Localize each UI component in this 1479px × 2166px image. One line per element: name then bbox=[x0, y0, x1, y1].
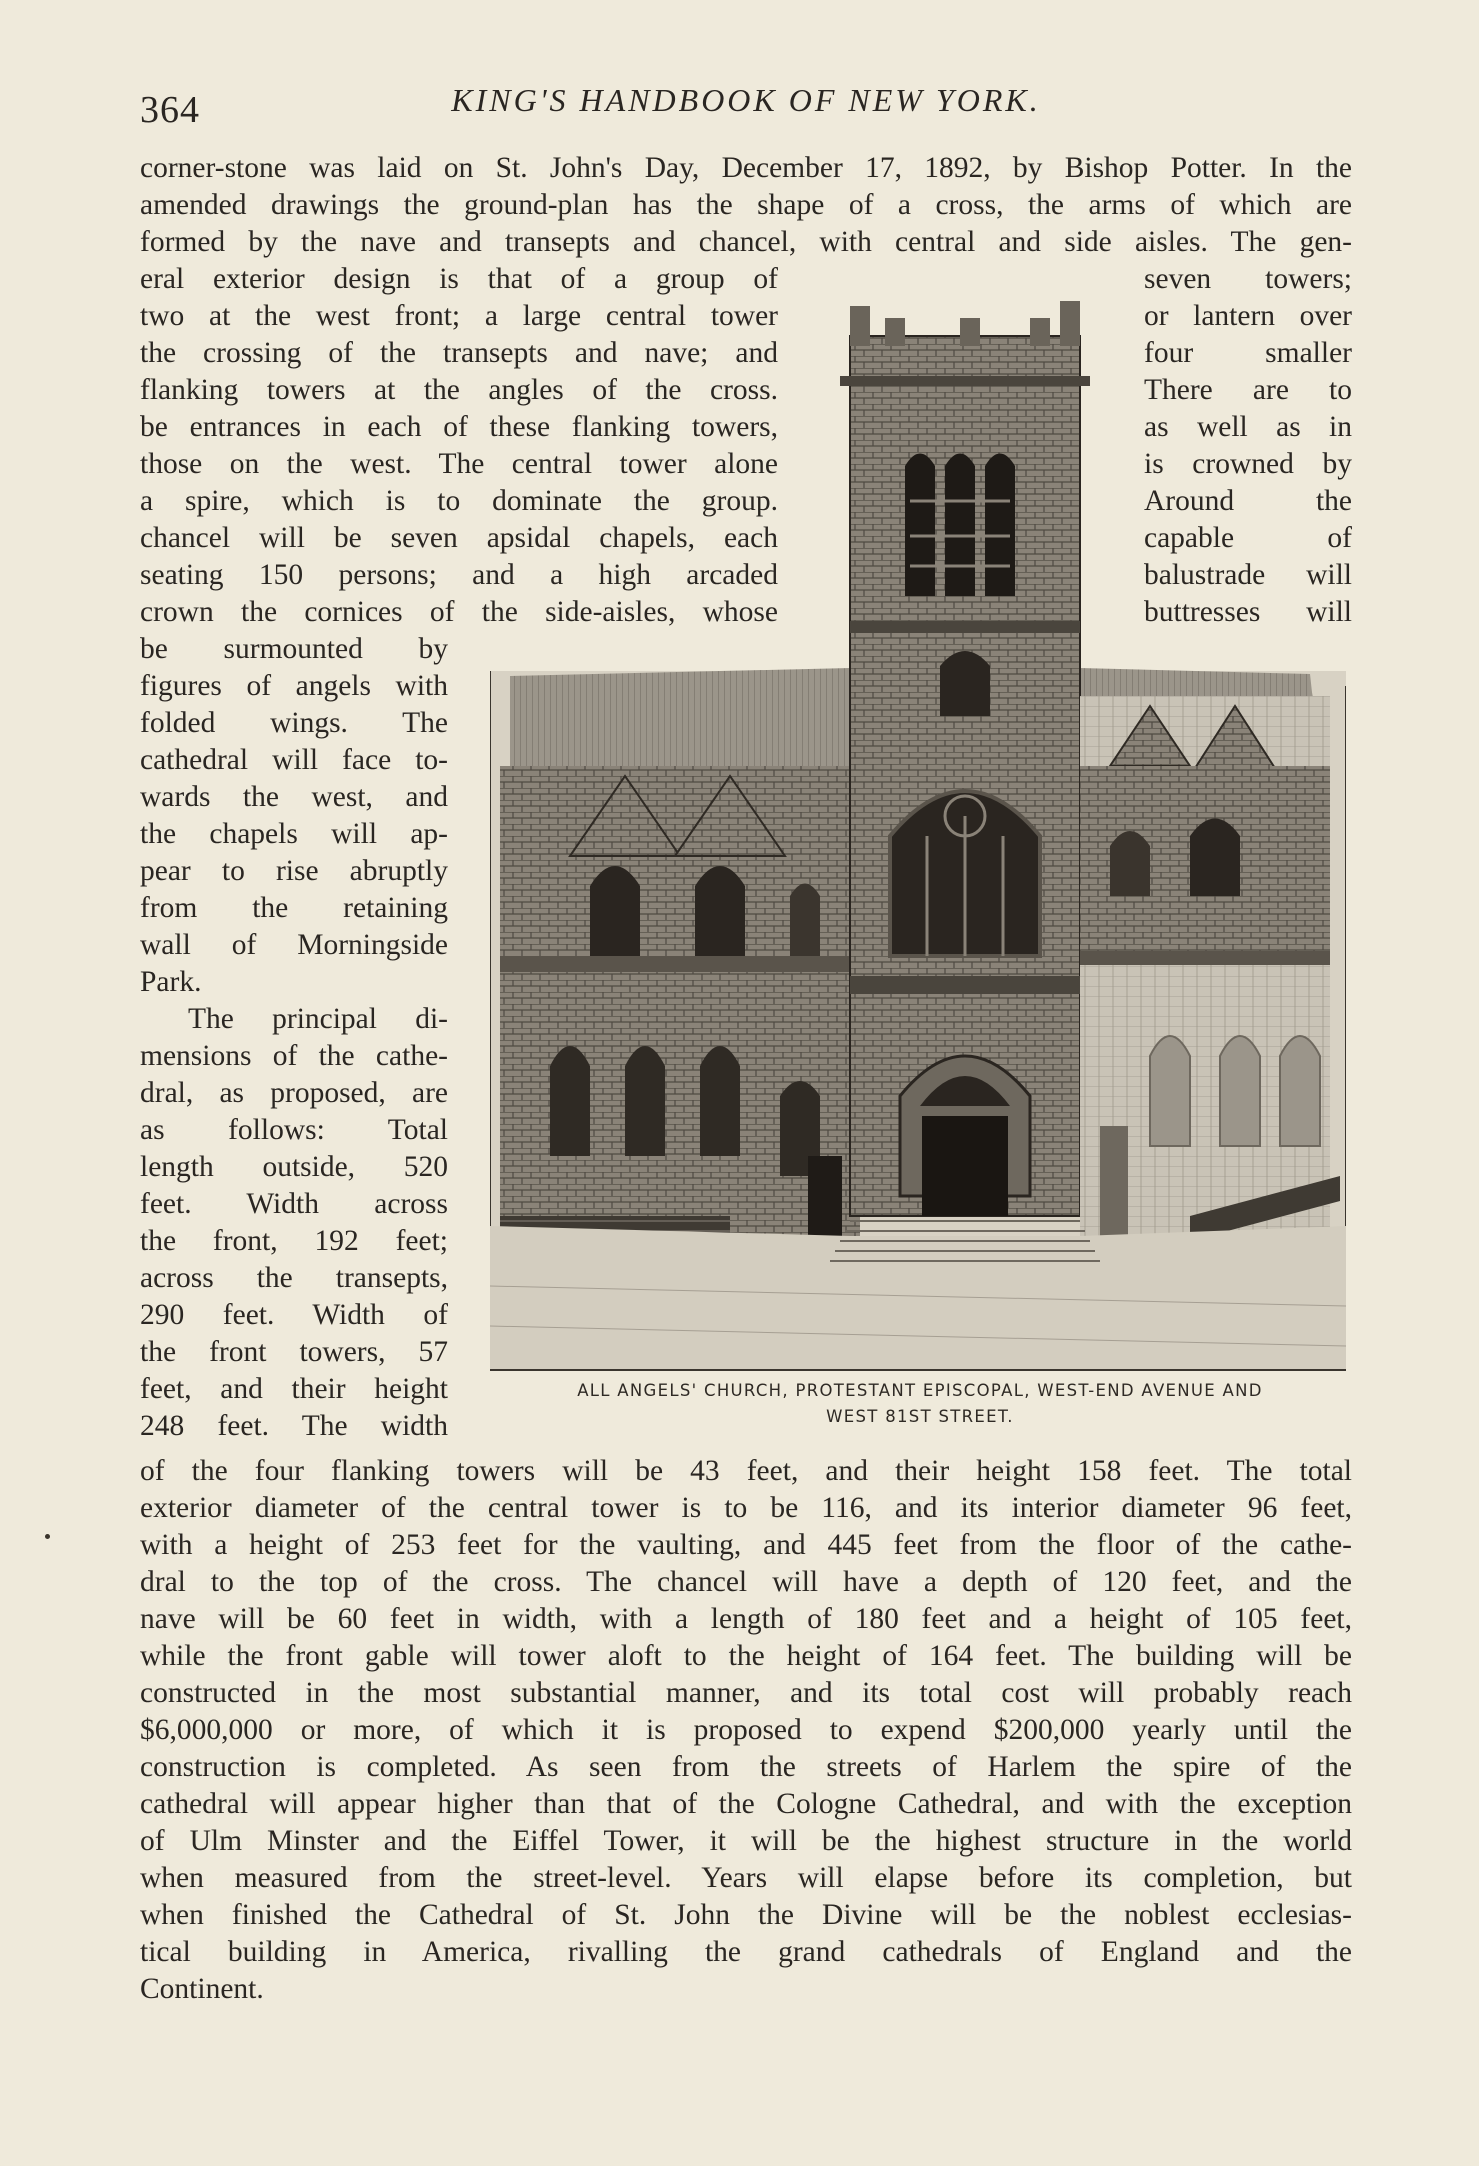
body-line: with a height of 253 feet for the vaulting, and 445 feet from the floor of the cathe- bbox=[140, 1529, 1352, 1561]
body-line: be entrances in each of these flanking towers, bbox=[140, 411, 778, 443]
body-line: of Ulm Minster and the Eiffel Tower, it will be the highest structure in the world bbox=[140, 1825, 1352, 1857]
body-line: two at the west front; a large central tower bbox=[140, 300, 778, 332]
body-line: crown the cornices of the side-aisles, whose bbox=[140, 596, 778, 628]
body-line: the chapels will ap- bbox=[140, 818, 448, 850]
body-line: nave will be 60 feet in width, with a length of 180 feet and a height of 105 feet, bbox=[140, 1603, 1352, 1635]
church-illustration bbox=[490, 296, 1346, 1371]
body-line: seating 150 persons; and a high arcaded bbox=[140, 559, 778, 591]
body-line: folded wings. The bbox=[140, 707, 448, 739]
body-line: feet, and their height bbox=[140, 1373, 448, 1405]
body-line: of the four flanking towers will be 43 feet, and their height 158 feet. The total bbox=[140, 1455, 1352, 1487]
body-line: the crossing of the transepts and nave; and bbox=[140, 337, 778, 369]
body-line: 248 feet. The width bbox=[140, 1410, 448, 1442]
body-line: Park. bbox=[140, 966, 202, 998]
body-line: The principal di- bbox=[188, 1003, 448, 1035]
body-line: a spire, which is to dominate the group. bbox=[140, 485, 778, 517]
ink-speck bbox=[45, 1534, 50, 1539]
body-line: Continent. bbox=[140, 1973, 264, 2005]
body-line: be surmounted by bbox=[140, 633, 448, 665]
right-column-line: capable of bbox=[1144, 522, 1352, 554]
body-line: while the front gable will tower aloft to the height of 164 feet. The building will be bbox=[140, 1640, 1352, 1672]
body-line: eral exterior design is that of a group of bbox=[140, 263, 778, 295]
body-line: dral to the top of the cross. The chancel will have a depth of 120 feet, and the bbox=[140, 1566, 1352, 1598]
body-line: chancel will be seven apsidal chapels, each bbox=[140, 522, 778, 554]
running-header bbox=[140, 78, 1352, 138]
body-line: exterior diameter of the central tower is to be 116, and its interior diameter 96 feet, bbox=[140, 1492, 1352, 1524]
body-line: amended drawings the ground-plan has the shape of a cross, the arms of which are bbox=[140, 189, 1352, 221]
body-line: construction is completed. As seen from the streets of Harlem the spire of the bbox=[140, 1751, 1352, 1783]
caption-line: ALL ANGELS' CHURCH, PROTESTANT EPISCOPAL, WEST-END AVENUE AND bbox=[577, 1381, 1263, 1400]
body-line: the front, 192 feet; bbox=[140, 1225, 448, 1257]
body-line: from the retaining bbox=[140, 892, 448, 924]
right-column-line: buttresses will bbox=[1144, 596, 1352, 628]
body-line: wall of Morningside bbox=[140, 929, 448, 961]
body-line: cathedral will face to- bbox=[140, 744, 448, 776]
body-line: dral, as proposed, are bbox=[140, 1077, 448, 1109]
body-line: pear to rise abruptly bbox=[140, 855, 448, 887]
figure-caption bbox=[480, 1378, 1360, 1430]
body-line: $6,000,000 or more, of which it is proposed to expend $200,000 yearly until the bbox=[140, 1714, 1352, 1746]
body-line: the front towers, 57 bbox=[140, 1336, 448, 1368]
body-line: corner-stone was laid on St. John's Day, December 17, 1892, by Bishop Potter. In the bbox=[140, 152, 1352, 184]
body-line: formed by the nave and transepts and chancel, with central and side aisles. The gen- bbox=[140, 226, 1352, 258]
body-line: cathedral will appear higher than that of the Cologne Cathedral, and with the exception bbox=[140, 1788, 1352, 1820]
right-column-line: There are to bbox=[1144, 374, 1352, 406]
body-line: when finished the Cathedral of St. John the Divine will be the noblest ecclesias- bbox=[140, 1899, 1352, 1931]
body-line: when measured from the street-level. Years will elapse before its completion, but bbox=[140, 1862, 1352, 1894]
body-line: wards the west, and bbox=[140, 781, 448, 813]
right-column-line: Around the bbox=[1144, 485, 1352, 517]
page-number: 364 bbox=[140, 89, 200, 131]
right-column-line: four smaller bbox=[1144, 337, 1352, 369]
body-line: constructed in the most substantial manner, and its total cost will probably reach bbox=[140, 1677, 1352, 1709]
body-line: tical building in America, rivalling the grand cathedrals of England and the bbox=[140, 1936, 1352, 1968]
caption-line: WEST 81ST STREET. bbox=[826, 1407, 1014, 1426]
body-line: 290 feet. Width of bbox=[140, 1299, 448, 1331]
body-line: those on the west. The central tower alone bbox=[140, 448, 778, 480]
running-head: KING'S HANDBOOK OF NEW YORK. bbox=[451, 82, 1041, 118]
body-line: flanking towers at the angles of the cross. bbox=[140, 374, 778, 406]
body-line: mensions of the cathe- bbox=[140, 1040, 448, 1072]
body-line: across the transepts, bbox=[140, 1262, 448, 1294]
right-column-line: or lantern over bbox=[1144, 300, 1352, 332]
body-line: as follows: Total bbox=[140, 1114, 448, 1146]
right-column-line: as well as in bbox=[1144, 411, 1352, 443]
right-column-line: seven towers; bbox=[1144, 263, 1352, 295]
body-line: feet. Width across bbox=[140, 1188, 448, 1220]
body-line: figures of angels with bbox=[140, 670, 448, 702]
right-column-line: is crowned by bbox=[1144, 448, 1352, 480]
right-column-line: balustrade will bbox=[1144, 559, 1352, 591]
body-line: length outside, 520 bbox=[140, 1151, 448, 1183]
